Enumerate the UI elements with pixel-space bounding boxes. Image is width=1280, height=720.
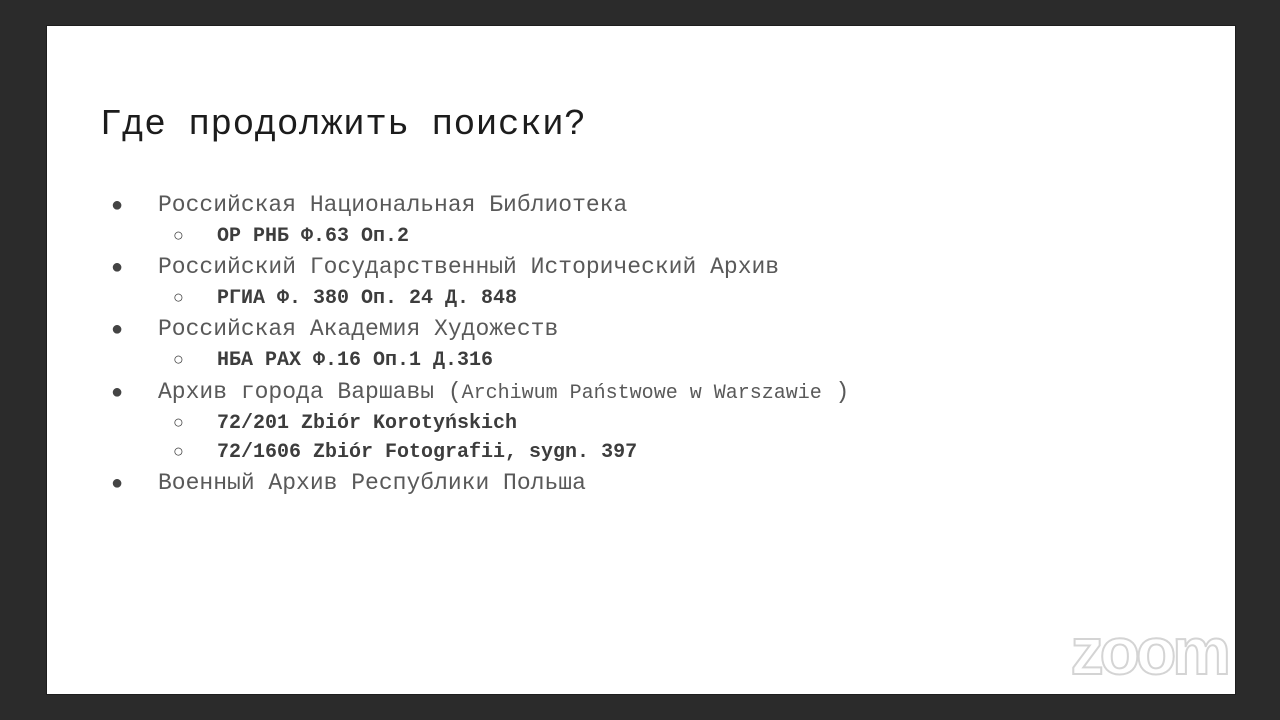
sub-list-item-label: 72/1606 Zbiór Fotografii, sygn. 397 xyxy=(217,441,638,464)
sub-list-item xyxy=(173,412,517,435)
sub-list-item-label: НБА РАХ Ф.16 Оп.1 Д.316 xyxy=(217,349,494,372)
list-item xyxy=(111,379,849,405)
sub-list-item xyxy=(173,441,637,464)
circle-bullet-icon: ○ xyxy=(173,227,184,247)
circle-bullet-icon: ○ xyxy=(173,443,184,463)
bullet-icon: ● xyxy=(111,382,124,405)
list-item-label: Российская Академия Художеств xyxy=(158,316,559,342)
slide-title: Где продолжить поиски? xyxy=(100,104,587,145)
circle-bullet-icon: ○ xyxy=(173,351,184,371)
list-item xyxy=(111,192,627,218)
sub-list-item-label: ОР РНБ Ф.63 Оп.2 xyxy=(217,225,410,248)
bullet-icon: ● xyxy=(111,257,124,280)
list-item xyxy=(111,254,779,280)
zoom-watermark-logo: zoom xyxy=(1070,614,1227,688)
list-item-label: Российская Национальная Библиотека xyxy=(158,192,628,218)
sub-list-item xyxy=(173,287,517,310)
sub-list-item xyxy=(173,225,409,248)
circle-bullet-icon: ○ xyxy=(173,414,184,434)
presentation-slide xyxy=(47,26,1235,694)
sub-list-item-label: 72/201 Zbiór Korotyńskich xyxy=(217,412,518,435)
list-item-label-extra: Archiwum Państwowe w Warszawie xyxy=(461,382,822,405)
bullet-icon: ● xyxy=(111,473,124,496)
bullet-icon: ● xyxy=(111,195,124,218)
list-item-label: Российский Государственный Исторический Архив xyxy=(158,254,780,280)
list-item-label: Архив города Варшавы ( xyxy=(158,379,462,405)
bullet-list xyxy=(47,26,1235,694)
list-item xyxy=(111,316,558,342)
circle-bullet-icon: ○ xyxy=(173,289,184,309)
list-item-label-close: ) xyxy=(835,379,850,405)
sub-list-item-label: РГИА Ф. 380 Оп. 24 Д. 848 xyxy=(217,287,518,310)
bullet-icon: ● xyxy=(111,319,124,342)
list-item-label: Военный Архив Республики Польша xyxy=(158,470,586,496)
sub-list-item xyxy=(173,349,493,372)
list-item xyxy=(111,470,586,496)
